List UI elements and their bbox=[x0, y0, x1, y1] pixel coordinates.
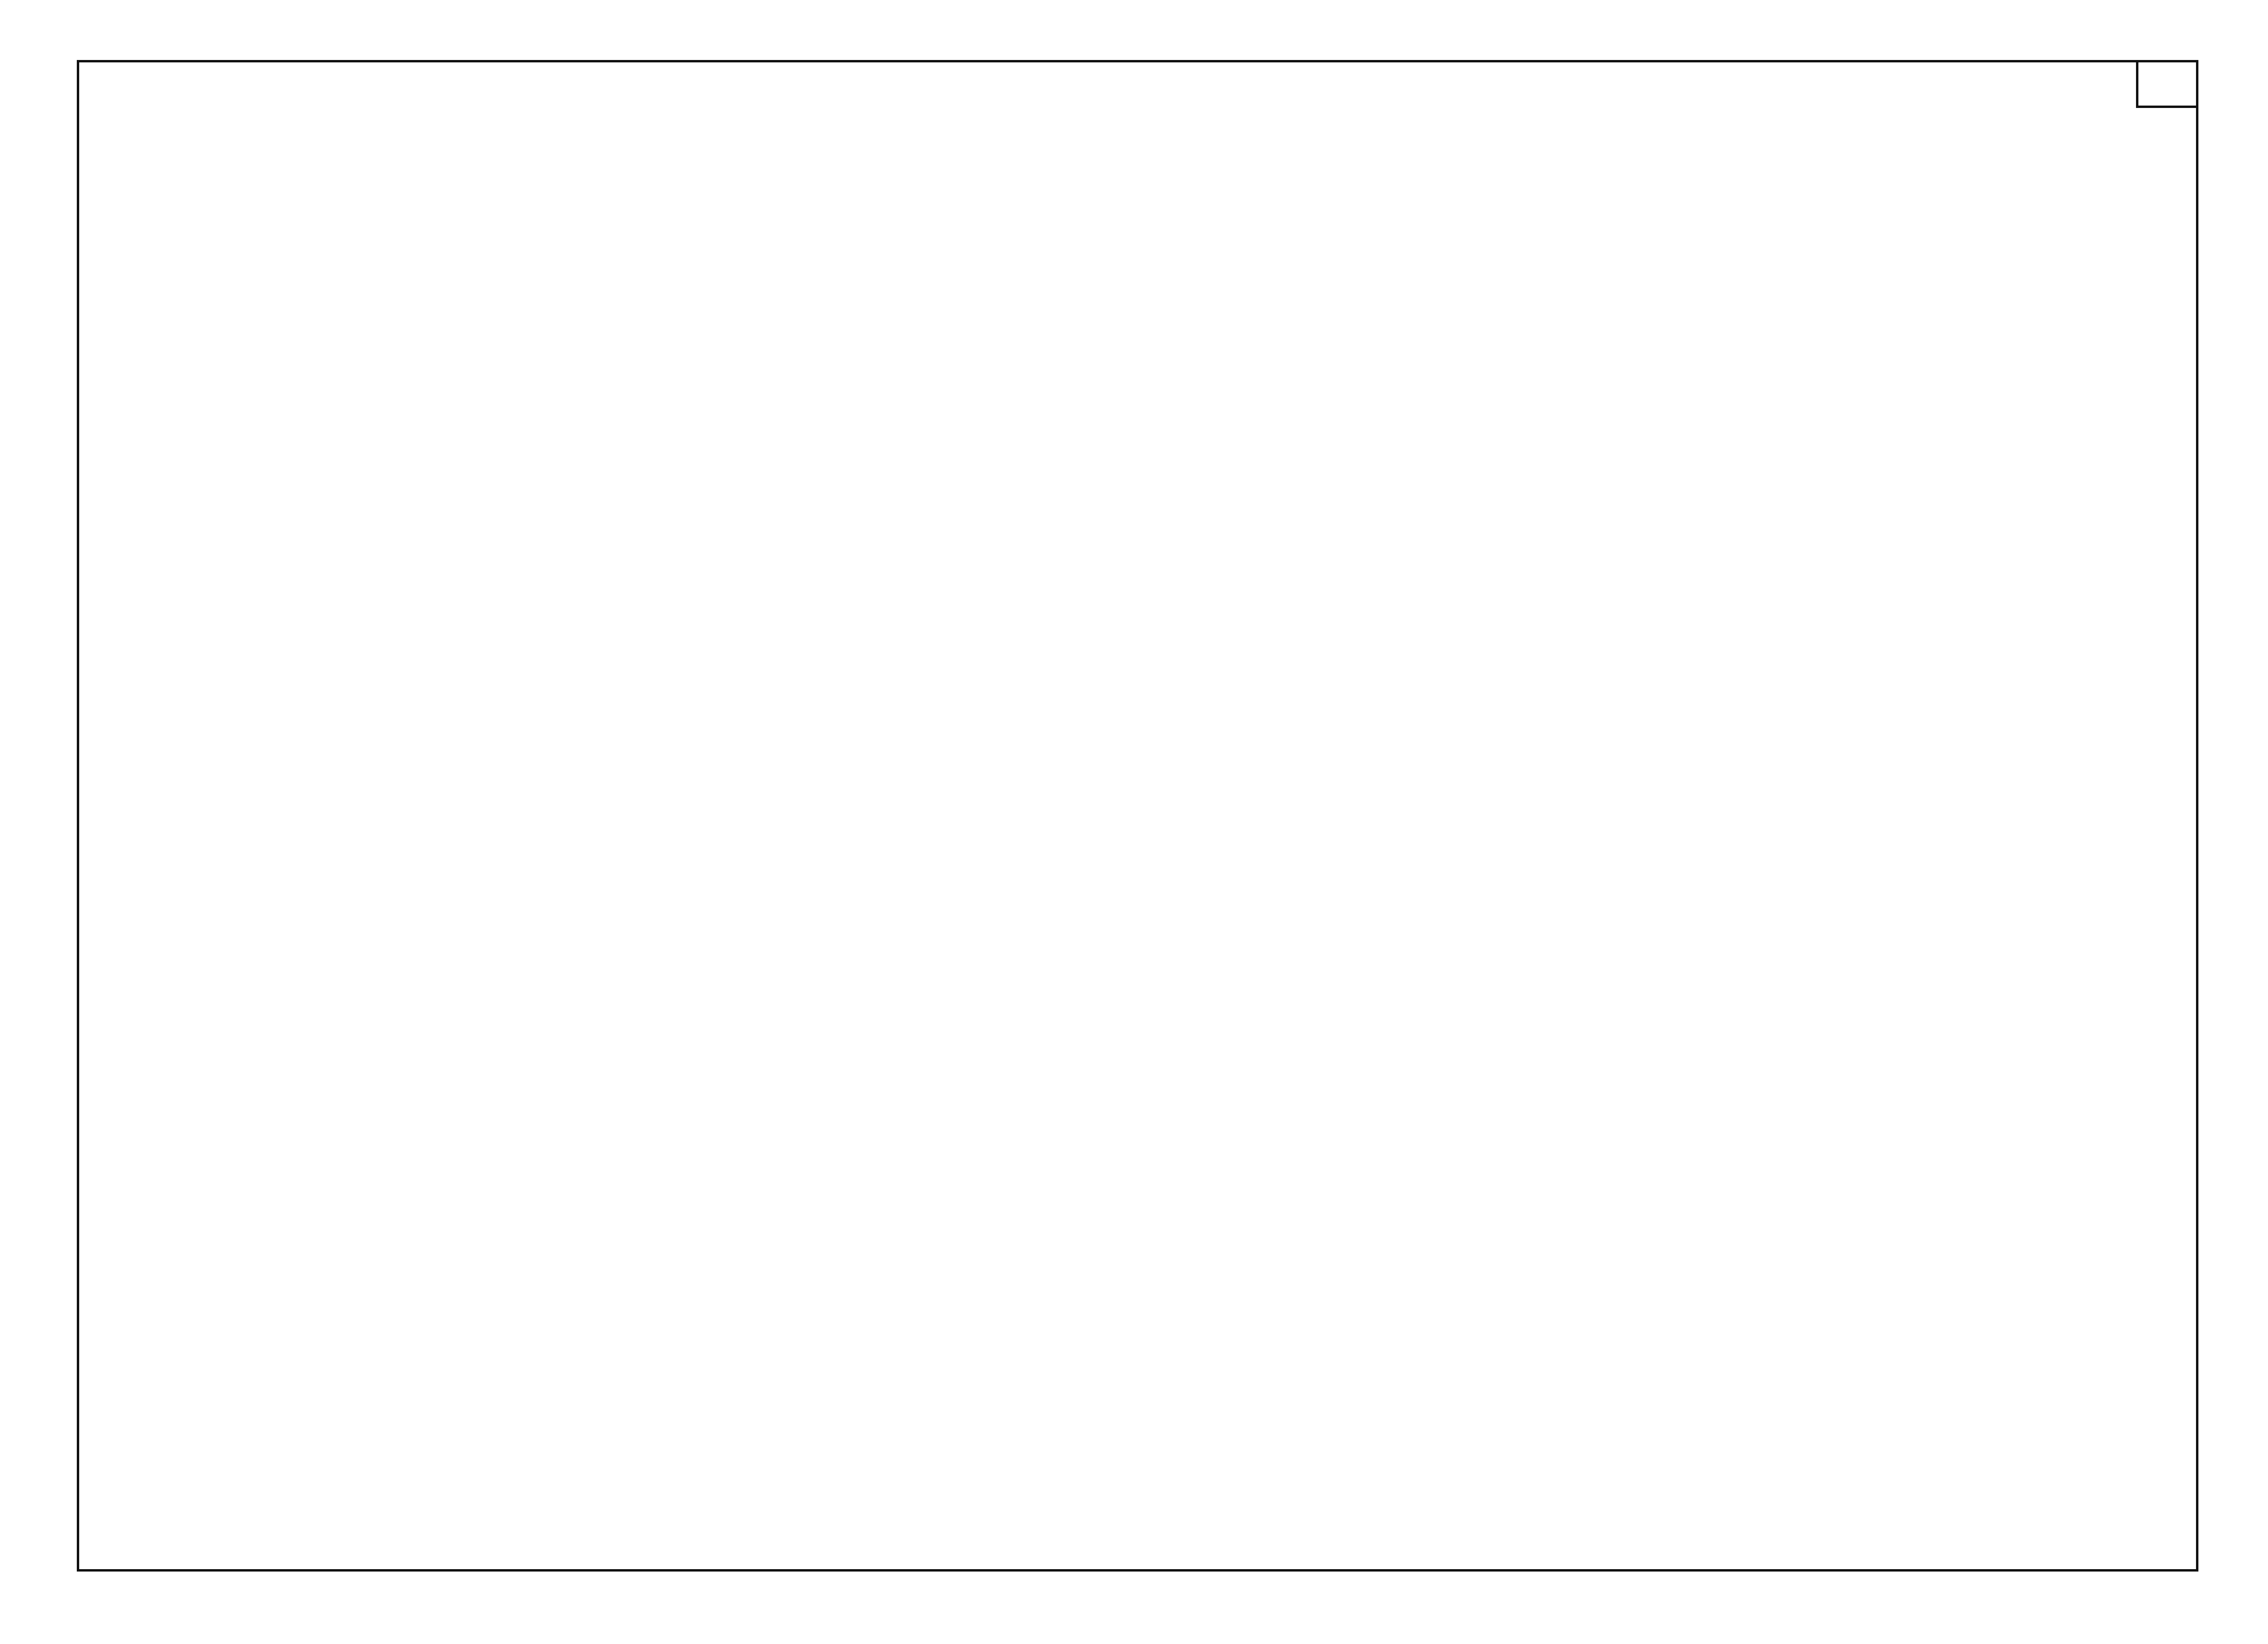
sheet-frame bbox=[77, 60, 2198, 1572]
sheet-number bbox=[2136, 60, 2198, 108]
